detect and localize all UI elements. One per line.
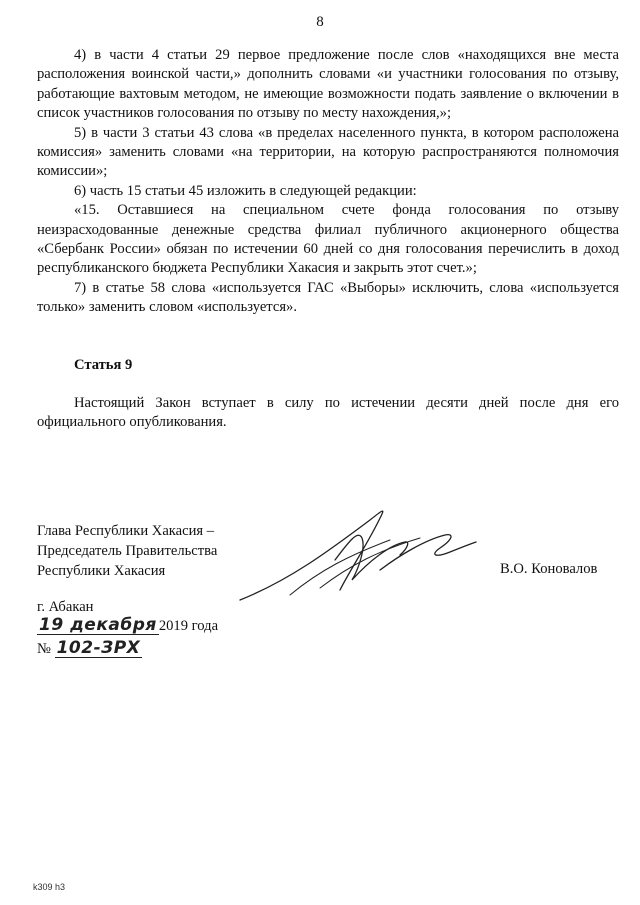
amendment-item: 7) в статье 58 слова «используется ГАС «Выборы» исключить, слова «используется только» заменить словом «используется». (37, 279, 619, 316)
page-number: 8 (316, 14, 324, 30)
place-of-signing: г. Абакан (37, 599, 94, 615)
article-heading: Статья 9 (74, 357, 133, 373)
handwritten-date: 19 декабря (39, 615, 157, 635)
law-number (37, 639, 142, 658)
handwritten-signature (230, 500, 480, 610)
amendment-item: 5) в части 3 статьи 43 слова «в пределах населенного пункта, в котором расположена комиссия» заменить словами «на территории, на которую распространяются полномочия комиссии»; (37, 124, 619, 180)
amendment-item: «15. Оставшиеся на специальном счете фонда голосования по отзыву неизрасходованные денежные средства филиал публичного акционерного общества «Сбербанк России» обязан по истечении 60 дней со дня голосования перечислить в доход республиканского бюджета Республики Хакасия и закрыть этот счет.»; (37, 202, 619, 277)
amendment-item: 4) в части 4 статьи 29 первое предложение после слов «находящихся вне места расположения воинской части,» дополнить словами «и участники голосования по отзыву, работающие вахтовым методом, не имеющие возможности подать заявление о включении в список участников голосования по отзыву по месту нахождения,»; (37, 47, 619, 122)
signatory-title-line: Председатель Правительства (37, 543, 218, 559)
signatory-title-line: Глава Республики Хакасия – (37, 523, 215, 539)
signer-name: В.О. Коновалов (500, 561, 598, 577)
signatory-title (37, 521, 217, 581)
article-paragraph: Настоящий Закон вступает в силу по истечении десяти дней после дня его официального опубликования. (37, 395, 619, 431)
number-sign: № (37, 641, 51, 657)
signatory-title-line: Республики Хакасия (37, 563, 166, 579)
amendments-list (37, 46, 619, 318)
date-year: 2019 года (158, 618, 219, 634)
signing-date (37, 616, 218, 635)
amendment-item: 6) часть 15 статьи 45 изложить в следующей редакции: (74, 182, 417, 199)
article-text (37, 394, 619, 433)
footer-code: k309 h3 (33, 882, 66, 892)
handwritten-law-number: 102-ЗРХ (56, 638, 141, 658)
